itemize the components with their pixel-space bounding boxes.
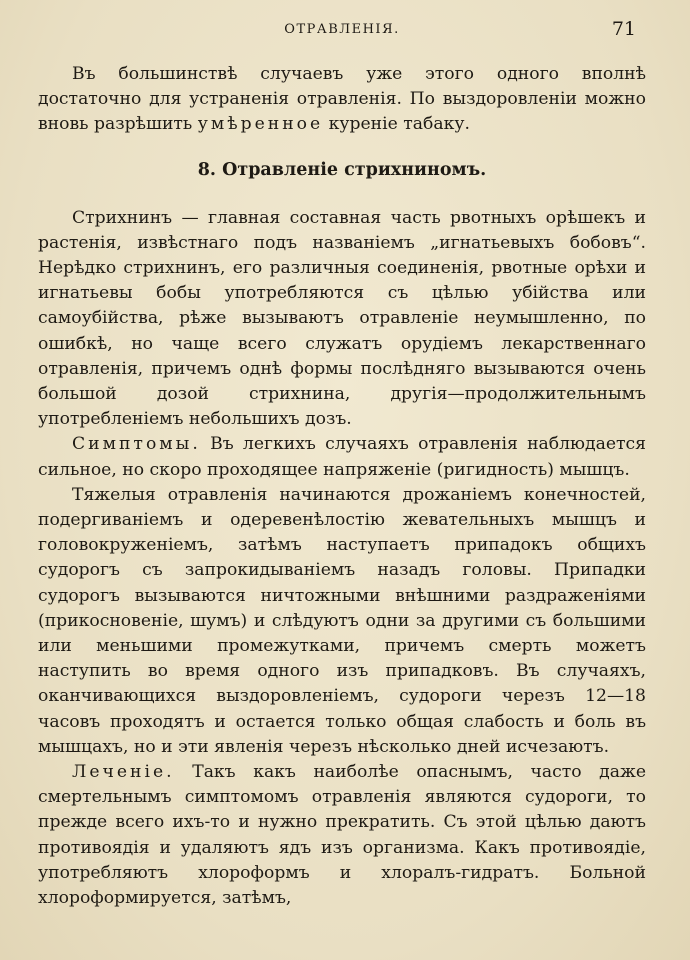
page-body bbox=[38, 62, 646, 911]
emphasized-word: умѣренное bbox=[197, 114, 324, 135]
page-number: 71 bbox=[611, 18, 636, 40]
continuation-end: куреніе табаку. bbox=[323, 114, 470, 135]
symptoms-text: Въ легкихъ случаяхъ отравленія наблюдается сильное, но скоро проходящее напряженіе (ригидность) мышцъ. bbox=[38, 434, 646, 480]
symptoms-label: Симптомы. bbox=[72, 434, 201, 455]
intro-paragraph: Стрихнинъ — главная составная часть рвотныхъ орѣшекъ и растенія, извѣстнаго подъ названіемъ „игнатьевыхъ бобовъ“. Нерѣдко стрихнинъ, его различныя соединенія, рвотные орѣхи и игнатьевы бобы употребляются съ цѣлью убійства или самоубійства, рѣже вызываютъ отравленіе неумышленно, по ошибкѣ, но чаще всего служатъ орудіемъ лекарственнаго отравленія, причемъ однѣ формы послѣдняго вызываются очень большой дозой стрихнина, другія—продолжительнымъ употребленіемъ небольшихъ дозъ. bbox=[38, 207, 646, 430]
symptoms-paragraph bbox=[38, 432, 646, 482]
treatment-label: Леченіе. bbox=[72, 762, 175, 783]
section-heading: 8. Отравленіе стрихниномъ. bbox=[197, 159, 487, 180]
treatment-paragraph bbox=[38, 760, 646, 911]
running-head bbox=[38, 20, 646, 44]
continuation-paragraph bbox=[38, 62, 646, 138]
continuation-text: Въ большинствѣ случаевъ уже этого одного вполнѣ достаточно для устраненія отравленія. По выздоровленіи можно вновь разрѣшить bbox=[38, 64, 646, 135]
running-title: ОТРАВЛЕНІЯ. bbox=[284, 22, 400, 37]
treatment-text: Такъ какъ наиболѣе опаснымъ, часто даже смертельнымъ симптомомъ отравленія являются судороги, то прежде всего ихъ-то и нужно прекратить. Съ этой цѣлью даютъ противоядія и удаляютъ ядъ изъ организма. Какъ противоядіе, употребляютъ хлороформъ и хлоралъ-гидратъ. Больной хлороформируется, затѣмъ, bbox=[38, 762, 646, 909]
severe-poisoning-paragraph: Тяжелыя отравленія начинаются дрожаніемъ конечностей, подергиваніемъ и одеревенѣлостію жевательныхъ мышцъ и головокруженіемъ, затѣмъ наступаетъ припадокъ общихъ судорогъ съ запрокидываніемъ назадъ головы. Припадки судорогъ вызываются ничтожными внѣшними раздраженіями (прикосновеніе, шумъ) и слѣдуютъ одни за другими съ большими или меньшими промежутками, причемъ смерть можетъ наступить во время одного изъ припадковъ. Въ случаяхъ, оканчивающихся выздоровленіемъ, судороги черезъ 12—18 часовъ проходятъ и остается только общая слабость и боль въ мышцахъ, но и эти явленія черезъ нѣсколько дней исчезаютъ. bbox=[38, 484, 646, 757]
